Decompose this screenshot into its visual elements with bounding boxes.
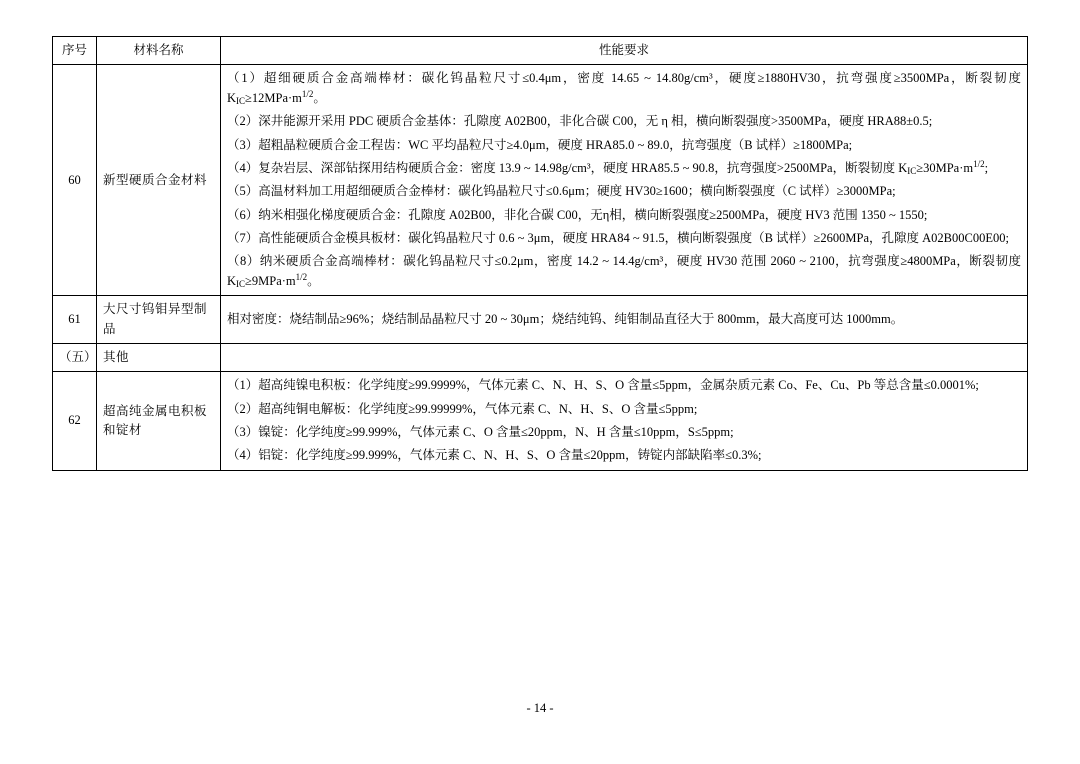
requirement-line: （3）超粗晶粒硬质合金工程齿：WC 平均晶粒尺寸≥4.0μm，硬度 HRA85.0 ~ 89.0，抗弯强度（B 试样）≥1800MPa; bbox=[227, 137, 853, 152]
requirements-table bbox=[52, 36, 1028, 471]
row-material-name: 新型硬质合金材料 bbox=[97, 65, 221, 296]
requirement-line: （2）深井能源开采用 PDC 硬质合金基体：孔隙度 A02B00，非化合碳 C00，无 η 相，横向断裂强度>3500MPa，硬度 HRA88±0.5; bbox=[227, 114, 933, 129]
requirement-line: （2）超高纯铜电解板：化学纯度≥99.99999%，气体元素 C、N、H、S、O 含量≤5ppm; bbox=[227, 401, 698, 416]
requirement-line: （1）超细硬质合金高端棒材：碳化钨晶粒尺寸≤0.4μm，密度 14.65 ~ 14.80g/cm³，硬度≥1880HV30，抗弯强度≥3500MPa，断裂韧度 $K_{IC}\ge 12MPa\cdot m^{1/2}$。 bbox=[227, 71, 1021, 106]
header-cell-name: 材料名称 bbox=[97, 37, 221, 65]
requirement-line: （7）高性能硬质合金模具板材：碳化钨晶粒尺寸 0.6 ~ 3μm，硬度 HRA84 ~ 91.5，横向断裂强度（B 试样）≥2600MPa，孔隙度 A02B00C00E00; bbox=[227, 231, 1009, 245]
row-requirements bbox=[221, 372, 1028, 471]
requirement-line: （3）镍锭：化学纯度≥99.999%，气体元素 C、O 含量≤20ppm，N、H 含量≤10ppm，S≤5ppm; bbox=[227, 425, 734, 439]
table-row bbox=[53, 296, 1028, 344]
row-material-name: 大尺寸钨钼异型制品 bbox=[97, 296, 221, 344]
row-requirements bbox=[221, 296, 1028, 344]
requirement-line: （4）铝锭：化学纯度≥99.999%，气体元素 C、N、H、S、O 含量≤20ppm，铸锭内部缺陷率≤0.3%; bbox=[227, 448, 762, 463]
requirement-line: 相对密度：烧结制品≥96%；烧结制品晶粒尺寸 20 ~ 30μm；烧结纯钨、纯钼制品直径大于 800mm，最大高度可达 1000mm。 bbox=[227, 311, 904, 326]
table-header bbox=[53, 37, 1028, 65]
row-number: 61 bbox=[53, 296, 97, 344]
table-row-section bbox=[53, 343, 1028, 371]
row-material-name: 其他 bbox=[97, 343, 221, 371]
requirement-line: （6）纳米相强化梯度硬质合金：孔隙度 A02B00，非化合碳 C00，无η相，横向断裂强度≥2500MPa，硬度 HV3 范围 1350 ~ 1550; bbox=[227, 207, 928, 222]
table-row bbox=[53, 372, 1028, 471]
requirement-line: （4）复杂岩层、深部钻探用结构硬质合金：密度 13.9 ~ 14.98g/cm³，硬度 HRA85.5 ~ 90.8，抗弯强度>2500MPa，断裂韧度 $K_{IC}\ge 30MPa\cdot m^{1/2}$; bbox=[227, 158, 989, 176]
requirement-line: （1）超高纯镍电积板：化学纯度≥99.9999%，气体元素 C、N、H、S、O 含量≤5ppm，金属杂质元素 Co、Fe、Cu、Pb 等总含量≤0.0001%; bbox=[227, 378, 979, 393]
table-row bbox=[53, 65, 1028, 296]
row-number: 62 bbox=[53, 372, 97, 471]
row-material-name: 超高纯金属电积板和锭材 bbox=[97, 372, 221, 471]
requirement-line: （5）高温材料加工用超细硬质合金棒材：碳化钨晶粒尺寸≤0.6μm；硬度 HV30≥1600；横向断裂强度（C 试样）≥3000MPa; bbox=[227, 184, 896, 199]
row-number: （五） bbox=[53, 343, 97, 371]
table-header-row bbox=[53, 37, 1028, 65]
table-body bbox=[53, 65, 1028, 470]
row-requirements bbox=[221, 343, 1028, 371]
row-number: 60 bbox=[53, 65, 97, 296]
page-number: - 14 - bbox=[526, 701, 554, 715]
requirement-line: （8）纳米硬质合金高端棒材：碳化钨晶粒尺寸≤0.2μm，密度 14.2 ~ 14.4g/cm³，硬度 HV30 范围 2060 ~ 2100，抗弯强度≥4800MPa，断裂韧度 $K_{IC}\ge 9MPa\cdot m^{1/2}$。 bbox=[227, 254, 1021, 289]
header-cell-requirements: 性能要求 bbox=[221, 37, 1028, 65]
header-cell-num: 序号 bbox=[53, 37, 97, 65]
row-requirements bbox=[221, 65, 1028, 296]
